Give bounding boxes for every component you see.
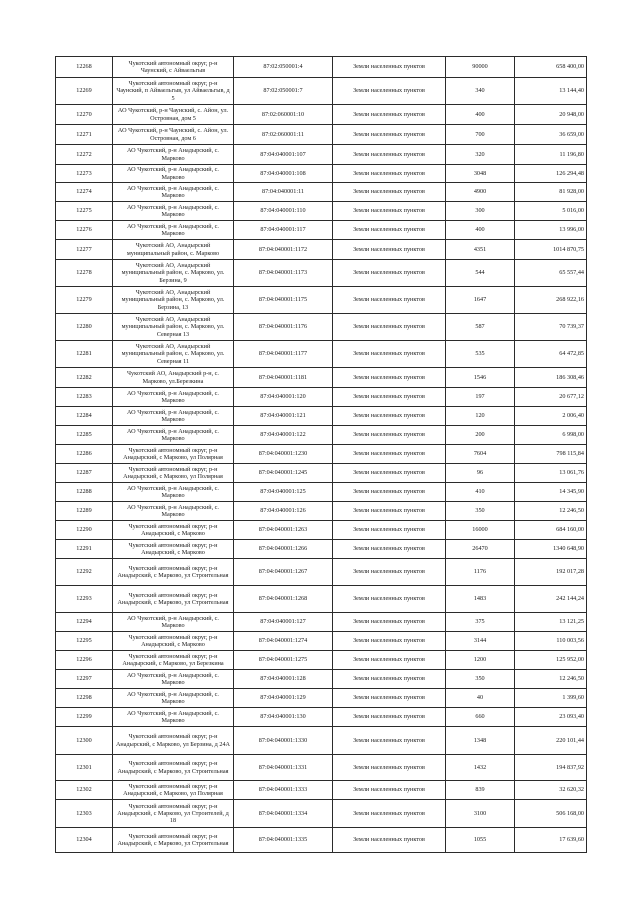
cadastral-number-cell: 87:04:040001:1266 — [234, 540, 333, 559]
area-cell: 26470 — [446, 540, 515, 559]
cadastral-number-cell: 87:04:040001:1175 — [234, 287, 333, 314]
land-category-cell: Земли населенных пунктов — [333, 125, 446, 145]
cadastral-number-cell: 87:02:060001:10 — [234, 105, 333, 125]
land-category-cell: Земли населенных пунктов — [333, 202, 446, 221]
land-category-cell: Земли населенных пунктов — [333, 426, 446, 445]
address-cell: АО Чукотский, р-н Анадырский, с. Марково — [113, 689, 234, 708]
cadastral-value-cell: 32 620,32 — [515, 781, 587, 800]
table-row — [56, 145, 587, 165]
land-category-cell: Земли населенных пунктов — [333, 781, 446, 800]
table-row — [56, 755, 587, 781]
address-cell: Чукотский автономный округ, р-н Чаунский, п Айваельгыв, ул Айваельгыв, д 5 — [113, 78, 234, 105]
row-number: 12289 — [56, 502, 113, 521]
row-number: 12287 — [56, 464, 113, 483]
table-row — [56, 287, 587, 314]
cadastral-number-cell: 87:04:040001:1230 — [234, 445, 333, 464]
cadastral-value-cell: 64 472,85 — [515, 341, 587, 368]
address-cell: Чукотский автономный округ, р-н Анадырский, с Марково, ул Берзина, д 24А — [113, 727, 234, 755]
cadastral-value-cell: 242 144,24 — [515, 586, 587, 613]
land-category-cell: Земли населенных пунктов — [333, 145, 446, 165]
cadastral-number-cell: 87:04:040001:1334 — [234, 800, 333, 828]
land-registry-table — [55, 56, 587, 853]
address-cell: Чукотский АО, Анадырский муниципальный район, с. Марково — [113, 240, 234, 260]
table-row — [56, 341, 587, 368]
table-row — [56, 221, 587, 240]
cadastral-number-cell: 87:02:060001:11 — [234, 125, 333, 145]
row-number: 12293 — [56, 586, 113, 613]
area-cell: 1647 — [446, 287, 515, 314]
land-category-cell: Земли населенных пунктов — [333, 388, 446, 407]
cadastral-value-cell: 81 928,00 — [515, 183, 587, 202]
address-cell: Чукотский автономный округ, р-н Анадырский, с Марково, ул Строительная — [113, 559, 234, 586]
row-number: 12303 — [56, 800, 113, 828]
cadastral-value-cell: 1 399,60 — [515, 689, 587, 708]
row-number: 12288 — [56, 483, 113, 502]
land-category-cell: Земли населенных пунктов — [333, 483, 446, 502]
row-number: 12276 — [56, 221, 113, 240]
cadastral-number-cell: 87:04:040001:1176 — [234, 314, 333, 341]
address-cell: Чукотский автономный округ, р-н Анадырский, с Марково, ул Строительная — [113, 755, 234, 781]
land-category-cell: Земли населенных пунктов — [333, 183, 446, 202]
row-number: 12286 — [56, 445, 113, 464]
land-category-cell: Земли населенных пунктов — [333, 240, 446, 260]
cadastral-value-cell: 186 308,46 — [515, 368, 587, 388]
cadastral-number-cell: 87:04:040001:126 — [234, 502, 333, 521]
address-cell: Чукотский АО, Анадырский р-н, с. Марково, ул.Березкина — [113, 368, 234, 388]
row-number: 12270 — [56, 105, 113, 125]
cadastral-value-cell: 65 557,44 — [515, 260, 587, 287]
area-cell: 350 — [446, 670, 515, 689]
area-cell: 96 — [446, 464, 515, 483]
cadastral-value-cell: 506 168,00 — [515, 800, 587, 828]
area-cell: 1432 — [446, 755, 515, 781]
land-category-cell: Земли населенных пунктов — [333, 105, 446, 125]
cadastral-number-cell: 87:04:040001:127 — [234, 613, 333, 632]
table-row — [56, 727, 587, 755]
table-row — [56, 689, 587, 708]
area-cell: 3100 — [446, 800, 515, 828]
row-number: 12279 — [56, 287, 113, 314]
row-number: 12268 — [56, 57, 113, 78]
land-category-cell: Земли населенных пунктов — [333, 57, 446, 78]
row-number: 12280 — [56, 314, 113, 341]
cadastral-value-cell: 194 837,92 — [515, 755, 587, 781]
cadastral-number-cell: 87:04:040001:1245 — [234, 464, 333, 483]
land-category-cell: Земли населенных пунктов — [333, 586, 446, 613]
cadastral-number-cell: 87:04:040001:1333 — [234, 781, 333, 800]
address-cell: Чукотский АО, Анадырский муниципальный район, с. Марково, ул. Берзина, 13 — [113, 287, 234, 314]
cadastral-value-cell: 1014 870,75 — [515, 240, 587, 260]
cadastral-number-cell: 87:04:040001:128 — [234, 670, 333, 689]
row-number: 12291 — [56, 540, 113, 559]
address-cell: АО Чукотский, р-н Анадырский, с. Марково — [113, 145, 234, 165]
area-cell: 1348 — [446, 727, 515, 755]
table-row — [56, 183, 587, 202]
area-cell: 700 — [446, 125, 515, 145]
area-cell: 320 — [446, 145, 515, 165]
cadastral-value-cell: 1340 648,90 — [515, 540, 587, 559]
cadastral-number-cell: 87:04:040001:1172 — [234, 240, 333, 260]
cadastral-value-cell: 798 115,84 — [515, 445, 587, 464]
address-cell: АО Чукотский, р-н Анадырский, с. Марково — [113, 670, 234, 689]
area-cell: 40 — [446, 689, 515, 708]
row-number: 12278 — [56, 260, 113, 287]
row-number: 12302 — [56, 781, 113, 800]
address-cell: Чукотский автономный округ, р-н Анадырский, с Марково — [113, 632, 234, 651]
cadastral-number-cell: 87:04:040001:130 — [234, 708, 333, 727]
address-cell: АО Чукотский, р-н Анадырский, с. Марково — [113, 202, 234, 221]
address-cell: АО Чукотский, р-н Анадырский, с. Марково — [113, 165, 234, 183]
table-row — [56, 57, 587, 78]
cadastral-value-cell: 13 996,00 — [515, 221, 587, 240]
land-category-cell: Земли населенных пунктов — [333, 559, 446, 586]
area-cell: 410 — [446, 483, 515, 502]
row-number: 12296 — [56, 651, 113, 670]
address-cell: АО Чукотский, р-н Анадырский, с. Марково — [113, 221, 234, 240]
cadastral-value-cell: 684 160,00 — [515, 521, 587, 540]
area-cell: 1200 — [446, 651, 515, 670]
table-row — [56, 781, 587, 800]
address-cell: Чукотский автономный округ, р-н Анадырский, с Марково — [113, 521, 234, 540]
address-cell: Чукотский автономный округ, р-н Анадырский, с Марково, ул Полярная — [113, 445, 234, 464]
cadastral-value-cell: 70 739,37 — [515, 314, 587, 341]
area-cell: 839 — [446, 781, 515, 800]
table-row — [56, 125, 587, 145]
cadastral-number-cell: 87:04:040001:1177 — [234, 341, 333, 368]
address-cell: Чукотский автономный округ, р-н Анадырский, с Марково, ул Полярная — [113, 464, 234, 483]
table-row — [56, 483, 587, 502]
table-row — [56, 388, 587, 407]
table-row — [56, 670, 587, 689]
address-cell: АО Чукотский, р-н Анадырский, с. Марково — [113, 613, 234, 632]
cadastral-value-cell: 12 246,50 — [515, 670, 587, 689]
row-number: 12304 — [56, 828, 113, 853]
land-category-cell: Земли населенных пунктов — [333, 540, 446, 559]
address-cell: Чукотский автономный округ, р-н Анадырский, с Марково, ул Строительная — [113, 586, 234, 613]
address-cell: Чукотский автономный округ, р-н Чаунский, с Айваельгыв — [113, 57, 234, 78]
address-cell: АО Чукотский, р-н Анадырский, с. Марково — [113, 502, 234, 521]
cadastral-number-cell: 87:04:040001:108 — [234, 165, 333, 183]
row-number: 12298 — [56, 689, 113, 708]
land-category-cell: Земли населенных пунктов — [333, 221, 446, 240]
cadastral-value-cell: 2 006,40 — [515, 407, 587, 426]
address-cell: Чукотский автономный округ, р-н Анадырский, с Марково, ул Строительная — [113, 828, 234, 853]
land-category-cell: Земли населенных пунктов — [333, 445, 446, 464]
row-number: 12294 — [56, 613, 113, 632]
row-number: 12299 — [56, 708, 113, 727]
row-number: 12295 — [56, 632, 113, 651]
table-row — [56, 586, 587, 613]
cadastral-number-cell: 87:04:040001:1181 — [234, 368, 333, 388]
cadastral-number-cell: 87:04:040001:1274 — [234, 632, 333, 651]
table-row — [56, 202, 587, 221]
cadastral-number-cell: 87:04:040001:1263 — [234, 521, 333, 540]
cadastral-value-cell: 20 677,12 — [515, 388, 587, 407]
land-category-cell: Земли населенных пунктов — [333, 464, 446, 483]
area-cell: 120 — [446, 407, 515, 426]
table-row — [56, 314, 587, 341]
address-cell: АО Чукотский, р-н Чаунский, с. Айон, ул. Островная, дом 6 — [113, 125, 234, 145]
table-row — [56, 651, 587, 670]
row-number: 12301 — [56, 755, 113, 781]
cadastral-value-cell: 12 246,50 — [515, 502, 587, 521]
cadastral-number-cell: 87:04:040001:110 — [234, 202, 333, 221]
table-row — [56, 613, 587, 632]
land-category-cell: Земли населенных пунктов — [333, 708, 446, 727]
cadastral-number-cell: 87:04:040001:1268 — [234, 586, 333, 613]
land-category-cell: Земли населенных пунктов — [333, 502, 446, 521]
area-cell: 400 — [446, 105, 515, 125]
table-row — [56, 260, 587, 287]
area-cell: 1055 — [446, 828, 515, 853]
row-number: 12271 — [56, 125, 113, 145]
cadastral-number-cell: 87:04:040001:1267 — [234, 559, 333, 586]
cadastral-value-cell: 13 121,25 — [515, 613, 587, 632]
area-cell: 340 — [446, 78, 515, 105]
address-cell: Чукотский АО, Анадырский муниципальный район, с. Марково, ул. Северная 11 — [113, 341, 234, 368]
table-row — [56, 240, 587, 260]
row-number: 12274 — [56, 183, 113, 202]
row-number: 12284 — [56, 407, 113, 426]
cadastral-value-cell: 13 144,40 — [515, 78, 587, 105]
area-cell: 535 — [446, 341, 515, 368]
address-cell: Чукотский автономный округ, р-н Анадырский, с Марково, ул Березкина — [113, 651, 234, 670]
land-category-cell: Земли населенных пунктов — [333, 368, 446, 388]
cadastral-number-cell: 87:04:040001:125 — [234, 483, 333, 502]
table-row — [56, 78, 587, 105]
cadastral-number-cell: 87:02:050001:7 — [234, 78, 333, 105]
land-category-cell: Земли населенных пунктов — [333, 755, 446, 781]
cadastral-number-cell: 87:04:040001:120 — [234, 388, 333, 407]
address-cell: Чукотский автономный округ, р-н Анадырский, с Марково, ул Полярная — [113, 781, 234, 800]
cadastral-value-cell: 192 017,28 — [515, 559, 587, 586]
area-cell: 4351 — [446, 240, 515, 260]
address-cell: АО Чукотский, р-н Чаунский, с. Айон, ул. Островная, дом 5 — [113, 105, 234, 125]
row-number: 12292 — [56, 559, 113, 586]
table-row — [56, 708, 587, 727]
land-category-cell: Земли населенных пунктов — [333, 521, 446, 540]
table-row — [56, 540, 587, 559]
land-category-cell: Земли населенных пунктов — [333, 670, 446, 689]
address-cell: Чукотский АО, Анадырский муниципальный район, с. Марково, ул. Северная 13 — [113, 314, 234, 341]
area-cell: 544 — [446, 260, 515, 287]
table-body — [56, 57, 587, 853]
cadastral-number-cell: 87:04:040001:117 — [234, 221, 333, 240]
land-category-cell: Земли населенных пунктов — [333, 632, 446, 651]
row-number: 12277 — [56, 240, 113, 260]
row-number: 12282 — [56, 368, 113, 388]
cadastral-number-cell: 87:04:040001:129 — [234, 689, 333, 708]
area-cell: 400 — [446, 221, 515, 240]
area-cell: 660 — [446, 708, 515, 727]
land-category-cell: Земли населенных пунктов — [333, 613, 446, 632]
cadastral-value-cell: 20 948,00 — [515, 105, 587, 125]
cadastral-number-cell: 87:04:040001:107 — [234, 145, 333, 165]
area-cell: 350 — [446, 502, 515, 521]
table-row — [56, 464, 587, 483]
row-number: 12290 — [56, 521, 113, 540]
land-category-cell: Земли населенных пунктов — [333, 260, 446, 287]
address-cell: АО Чукотский, р-н Анадырский, с. Марково — [113, 483, 234, 502]
cadastral-value-cell: 13 061,76 — [515, 464, 587, 483]
area-cell: 1176 — [446, 559, 515, 586]
address-cell: АО Чукотский, р-н Анадырский, с. Марково — [113, 183, 234, 202]
land-category-cell: Земли населенных пунктов — [333, 727, 446, 755]
land-category-cell: Земли населенных пунктов — [333, 651, 446, 670]
area-cell: 1483 — [446, 586, 515, 613]
cadastral-number-cell: 87:04:040001:1275 — [234, 651, 333, 670]
land-category-cell: Земли населенных пунктов — [333, 828, 446, 853]
cadastral-value-cell: 126 294,48 — [515, 165, 587, 183]
area-cell: 90000 — [446, 57, 515, 78]
row-number: 12275 — [56, 202, 113, 221]
area-cell: 375 — [446, 613, 515, 632]
table-row — [56, 502, 587, 521]
area-cell: 300 — [446, 202, 515, 221]
cadastral-value-cell: 220 101,44 — [515, 727, 587, 755]
land-category-cell: Земли населенных пунктов — [333, 341, 446, 368]
cadastral-value-cell: 268 922,16 — [515, 287, 587, 314]
cadastral-value-cell: 17 639,60 — [515, 828, 587, 853]
area-cell: 3144 — [446, 632, 515, 651]
cadastral-value-cell: 23 093,40 — [515, 708, 587, 727]
area-cell: 1546 — [446, 368, 515, 388]
address-cell: АО Чукотский, р-н Анадырский, с. Марково — [113, 388, 234, 407]
area-cell: 16000 — [446, 521, 515, 540]
cadastral-value-cell: 125 952,00 — [515, 651, 587, 670]
table-row — [56, 445, 587, 464]
cadastral-number-cell: 87:02:050001:4 — [234, 57, 333, 78]
cadastral-value-cell: 110 003,56 — [515, 632, 587, 651]
cadastral-value-cell: 6 998,00 — [515, 426, 587, 445]
area-cell: 587 — [446, 314, 515, 341]
land-category-cell: Земли населенных пунктов — [333, 314, 446, 341]
area-cell: 3048 — [446, 165, 515, 183]
row-number: 12283 — [56, 388, 113, 407]
table-row — [56, 105, 587, 125]
area-cell: 4900 — [446, 183, 515, 202]
area-cell: 7604 — [446, 445, 515, 464]
table-row — [56, 407, 587, 426]
land-category-cell: Земли населенных пунктов — [333, 78, 446, 105]
row-number: 12273 — [56, 165, 113, 183]
cadastral-number-cell: 87:04:040001:1335 — [234, 828, 333, 853]
cadastral-number-cell: 87:04:040001:11 — [234, 183, 333, 202]
address-cell: Чукотский автономный округ, р-н Анадырский, с Марково, ул Строителей, д 18 — [113, 800, 234, 828]
row-number: 12300 — [56, 727, 113, 755]
table-row — [56, 165, 587, 183]
land-category-cell: Земли населенных пунктов — [333, 165, 446, 183]
table-row — [56, 800, 587, 828]
land-category-cell: Земли населенных пунктов — [333, 407, 446, 426]
table-row — [56, 521, 587, 540]
cadastral-number-cell: 87:04:040001:1331 — [234, 755, 333, 781]
row-number: 12272 — [56, 145, 113, 165]
cadastral-number-cell: 87:04:040001:1330 — [234, 727, 333, 755]
row-number: 12285 — [56, 426, 113, 445]
cadastral-value-cell: 14 345,90 — [515, 483, 587, 502]
row-number: 12269 — [56, 78, 113, 105]
area-cell: 197 — [446, 388, 515, 407]
address-cell: АО Чукотский, р-н Анадырский, с. Марково — [113, 407, 234, 426]
address-cell: Чукотский автономный округ, р-н Анадырский, с Марково — [113, 540, 234, 559]
table-row — [56, 828, 587, 853]
land-category-cell: Земли населенных пунктов — [333, 800, 446, 828]
table-row — [56, 368, 587, 388]
table-row — [56, 559, 587, 586]
area-cell: 200 — [446, 426, 515, 445]
row-number: 12281 — [56, 341, 113, 368]
address-cell: Чукотский АО, Анадырский муниципальный район, с. Марково, ул. Берзина, 9 — [113, 260, 234, 287]
cadastral-value-cell: 11 196,80 — [515, 145, 587, 165]
row-number: 12297 — [56, 670, 113, 689]
cadastral-number-cell: 87:04:040001:121 — [234, 407, 333, 426]
cadastral-value-cell: 658 400,00 — [515, 57, 587, 78]
land-category-cell: Земли населенных пунктов — [333, 689, 446, 708]
cadastral-number-cell: 87:04:040001:1173 — [234, 260, 333, 287]
cadastral-number-cell: 87:04:040001:122 — [234, 426, 333, 445]
cadastral-value-cell: 36 659,00 — [515, 125, 587, 145]
land-category-cell: Земли населенных пунктов — [333, 287, 446, 314]
table-row — [56, 426, 587, 445]
table-row — [56, 632, 587, 651]
address-cell: АО Чукотский, р-н Анадырский, с. Марково — [113, 708, 234, 727]
address-cell: АО Чукотский, р-н Анадырский, с. Марково — [113, 426, 234, 445]
cadastral-value-cell: 5 016,00 — [515, 202, 587, 221]
